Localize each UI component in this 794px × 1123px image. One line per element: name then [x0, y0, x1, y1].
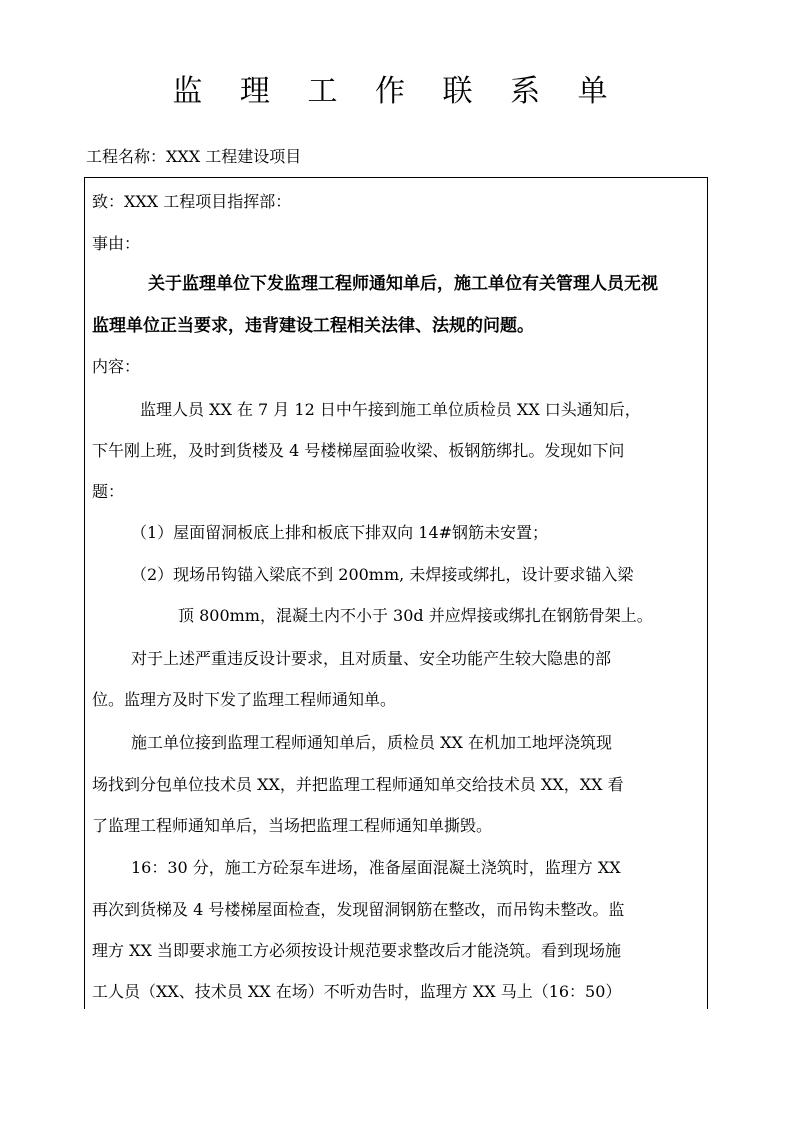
content-box: [84, 177, 708, 1009]
content-line: 题：: [92, 482, 125, 501]
addressee: 致：XXX 工程项目指挥部：: [92, 192, 292, 211]
content-line: 对于上述严重违反设计要求，且对质量、安全功能产生较大隐患的部: [131, 649, 612, 668]
reason-label: 事由：: [92, 234, 141, 253]
content-line: 工人员（XX、技术员 XX 在场）不听劝告时，监理方 XX 马上（16：50）: [92, 982, 622, 1001]
project-name: 工程名称：XXX 工程建设项目: [86, 147, 302, 166]
content-line: 下午刚上班，及时到货楼及 4 号楼梯屋面验收梁、板钢筋绑扎。发现如下问: [92, 441, 625, 460]
document-title: 监 理 工 作 联 系 单: [172, 74, 622, 109]
reason-line: 关于监理单位下发监理工程师通知单后，施工单位有关管理人员无视: [148, 274, 658, 294]
content-line: 16：30 分，施工方砼泵车进场，准备屋面混凝土浇筑时，监理方 XX: [131, 858, 621, 877]
content-line: （1）屋面留洞板底上排和板底下排双向 14#钢筋未安置；: [131, 523, 549, 542]
content-line: （2）现场吊钩锚入梁底不到 200mm, 未焊接或绑扎，设计要求锚入梁: [131, 565, 634, 584]
content-line: 再次到货梯及 4 号楼梯屋面检查，发现留洞钢筋在整改，而吊钩未整改。监: [92, 900, 625, 919]
content-line: 位。监理方及时下发了监理工程师通知单。: [92, 690, 397, 709]
reason-line: 监理单位正当要求，违背建设工程相关法律、法规的问题。: [92, 316, 534, 336]
content-line: 顶 800mm，混凝土内不小于 30d 并应焊接或绑扎在钢筋骨架上。: [178, 606, 653, 625]
content-label: 内容：: [92, 357, 141, 376]
content-line: 理方 XX 当即要求施工方必须按设计规范要求整改后才能浇筑。看到现场施: [92, 941, 621, 960]
content-line: 了监理工程师通知单后，当场把监理工程师通知单撕毁。: [92, 816, 493, 835]
content-line: 施工单位接到监理工程师通知单后，质检员 XX 在机加工地坪浇筑现: [131, 733, 612, 752]
content-line: 监理人员 XX 在 7 月 12 日中午接到施工单位质检员 XX 口头通知后，: [140, 400, 641, 419]
content-line: 场找到分包单位技术员 XX，并把监理工程师通知单交给技术员 XX，XX 看: [92, 775, 624, 794]
